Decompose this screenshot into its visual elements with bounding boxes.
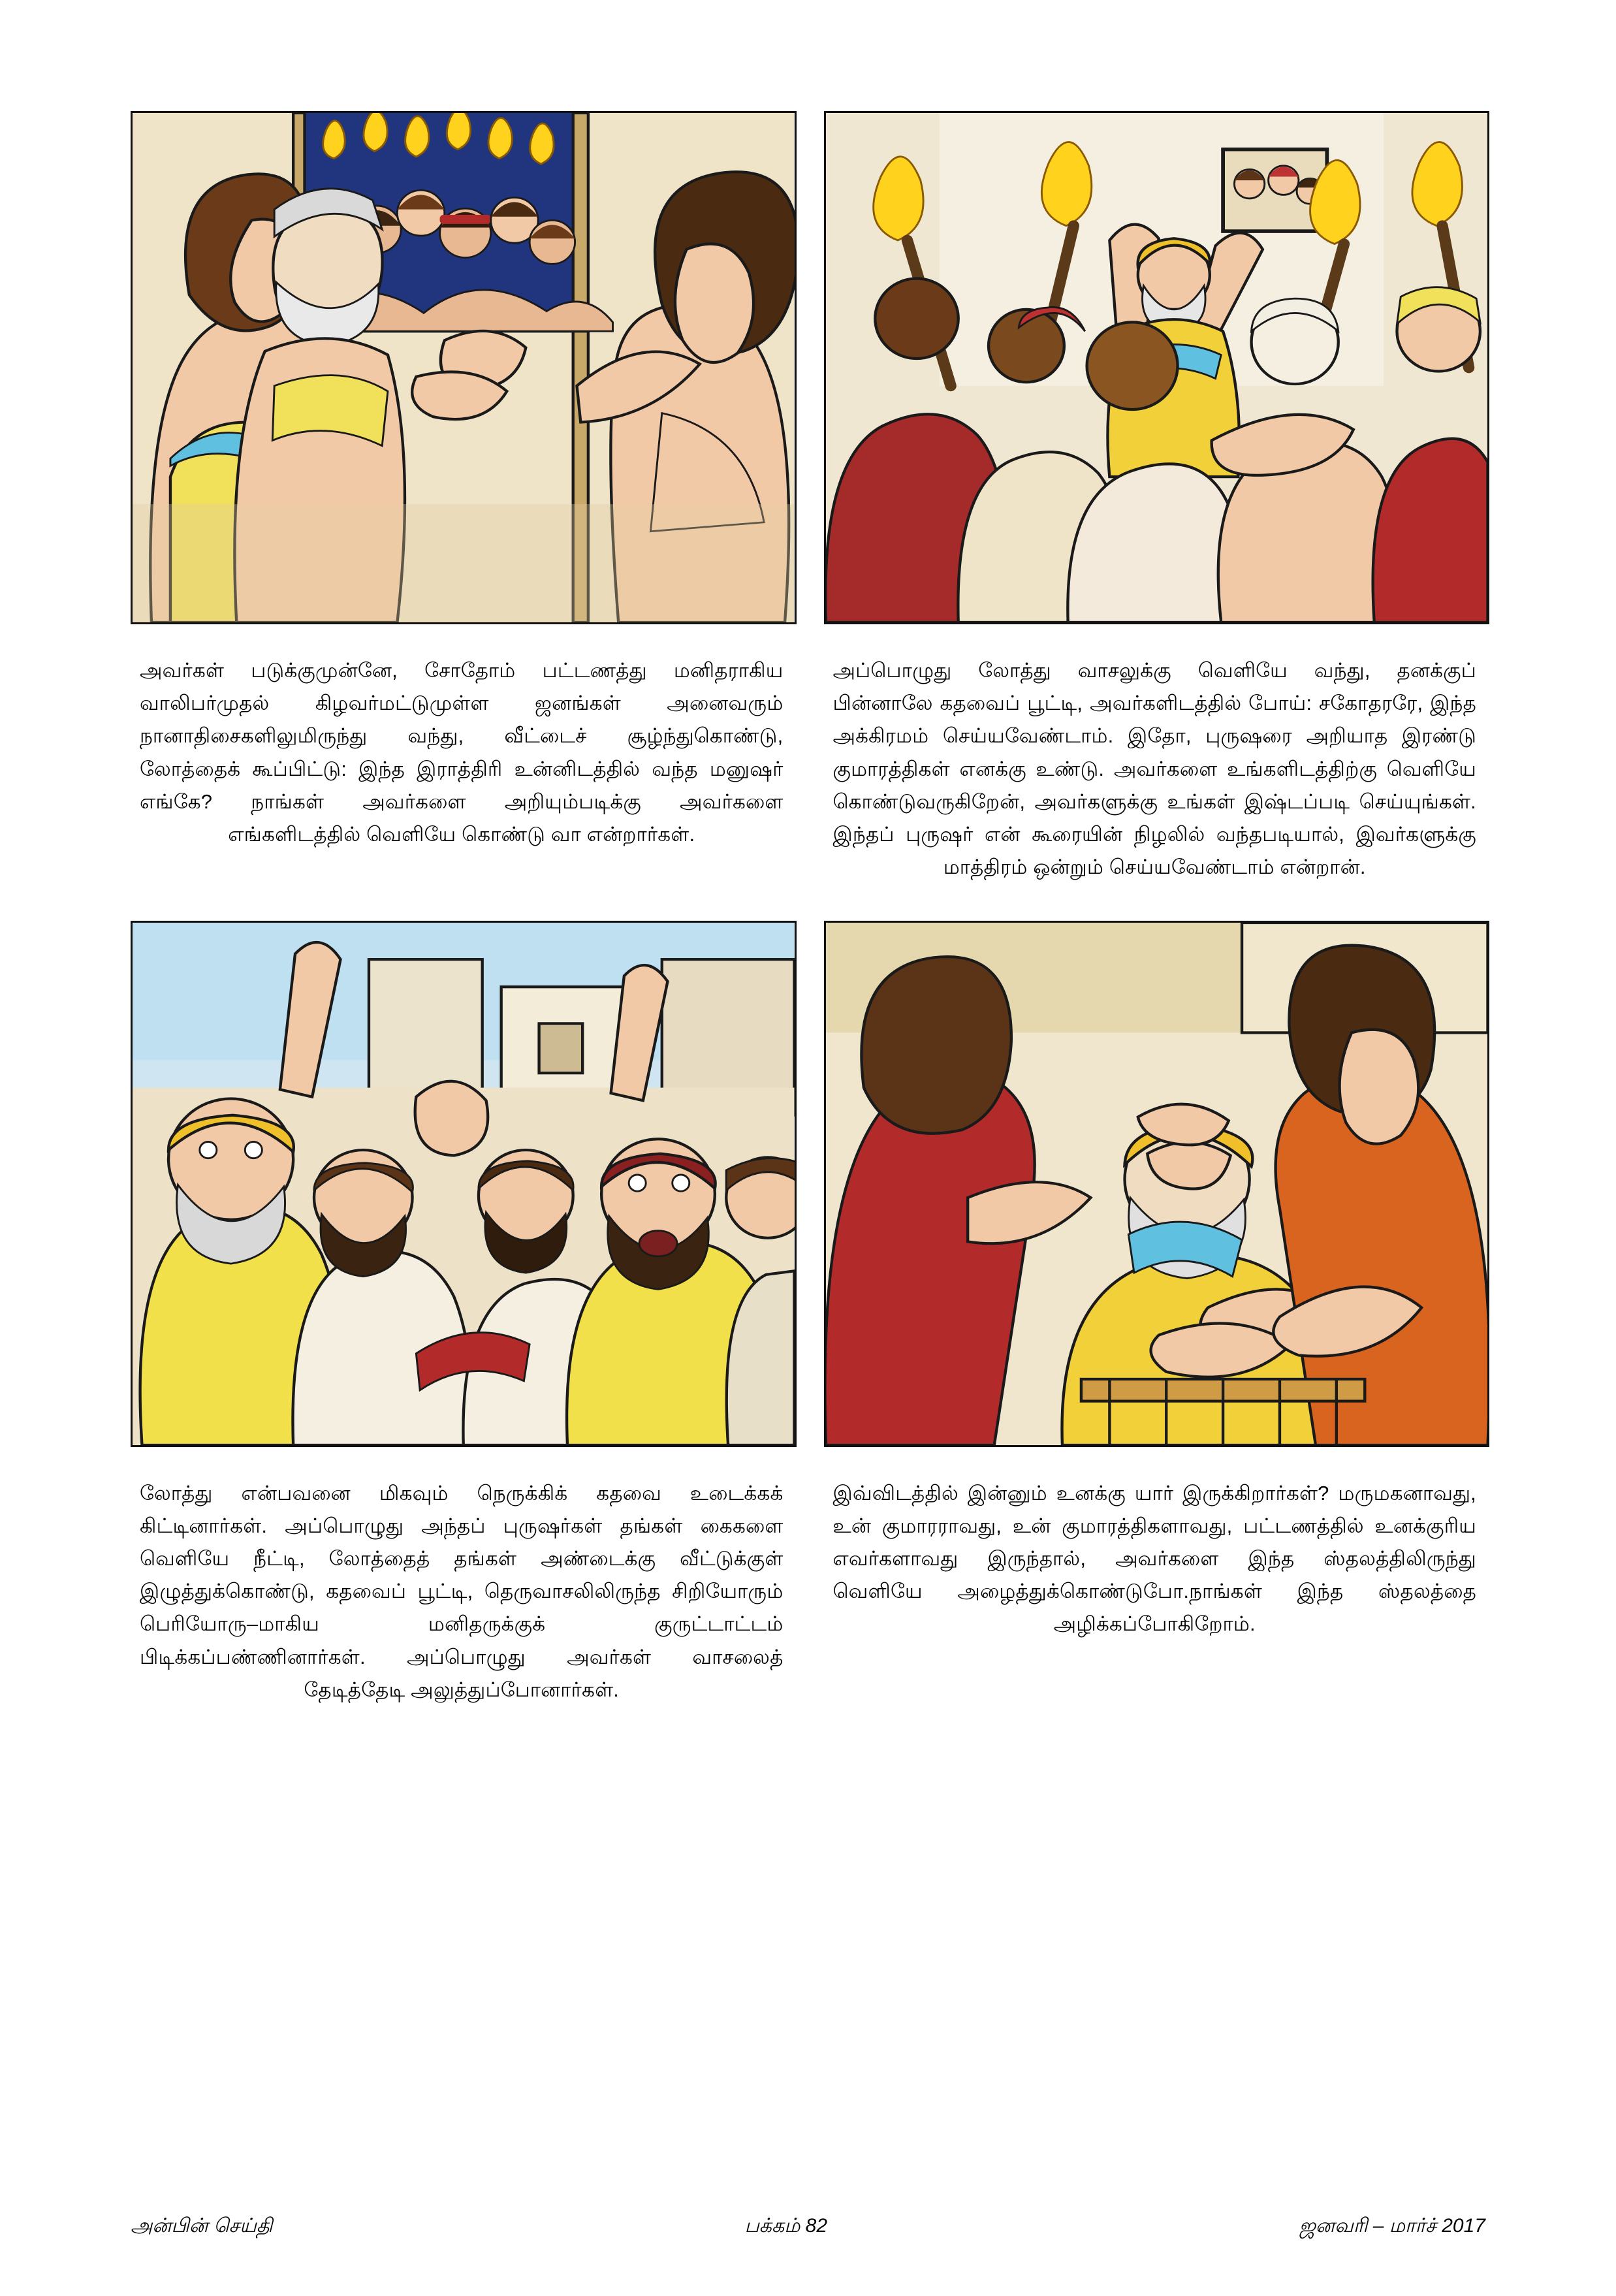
panel-row-2 [131, 921, 1485, 1707]
panel-4-caption: இவ்விடத்தில் இன்னும் உனக்கு யார் இருக்கிறார்கள்? மருமகனாவது, உன் குமாரராவது, உன் குமாரத்திகளாவது, பட்டணத்தில் உனக்குரிய எவர்களாவது இருந்தால், அவர்களை இந்த ஸ்தலத்திலிருந்து வெளியே அழைத்துக்கொண்டுபோ.நாங்கள் இந்த ஸ்தலத்தை அழிக்கப்போகிறோம். [832, 1481, 1476, 1636]
page-footer [131, 2215, 1485, 2240]
panel-4-art [826, 923, 1488, 1445]
panel-3-art [133, 923, 795, 1445]
footer-issue-date: ஜனவரி – மார்ச் 2017 [1299, 2215, 1485, 2237]
panel-2-art [826, 113, 1488, 622]
panel-row-1 [131, 111, 1485, 884]
row-spacer [131, 884, 1485, 921]
illustration-lot-speaking-to-crowd [824, 111, 1490, 624]
panel-3 [131, 921, 793, 1707]
footer-page-number: பக்கம் 82 [744, 2215, 828, 2237]
panel-2 [824, 111, 1486, 884]
panel-1 [131, 111, 793, 884]
footer-publication-title: அன்பின் செய்தி [131, 2215, 273, 2237]
panel-3-caption: லோத்து என்பவனை மிகவும் நெருக்கிக் கதவை உடைக்கக் கிட்டினார்கள். அப்பொழுது அந்தப் புருஷர்கள் தங்கள் கைகளை வெளியே நீட்டி, லோத்தைத் தங்கள் அண்டைக்கு வீட்டுக்குள் இழுத்துக்கொண்டு, கதவைப் பூட்டி, தெருவாசலிலிருந்த சிறியோரும் பெரியோரு–மாகிய மனிதருக்குக் குருட்டாட்டம் பிடிக்கப்பண்ணினார்கள். அப்பொழுது அவர்கள் வாசலைத் தேடித்தேடி அலுத்துப்போனார்கள். [140, 1481, 784, 1701]
illustration-angels-warning-lot [824, 921, 1490, 1447]
panel-4 [824, 921, 1486, 1707]
panel-1-caption: அவர்கள் படுக்குமுன்னே, சோதோம் பட்டணத்து மனிதராகிய வாலிபர்முதல் கிழவர்மட்டுமுள்ள ஜனங்கள் அனைவரும் நானாதிசைகளிலுமிருந்து வந்து, வீட்டைச் சூழ்ந்துகொண்டு, லோத்தைக் கூப்பிட்டு: இந்த இராத்திரி உன்னிடத்தில் வந்த மனுஷர் எங்கே? நாங்கள் அவர்களை அறியும்படிக்கு அவர்களை எங்களிடத்தில் வெளியே கொண்டு வா என்றார்கள். [140, 659, 784, 846]
illustration-blinded-men-groping [131, 921, 797, 1447]
illustration-men-of-sodom-at-lots-door [131, 111, 797, 624]
panel-2-caption: அப்பொழுது லோத்து வாசலுக்கு வெளியே வந்து, தனக்குப் பின்னாலே கதவைப் பூட்டி, அவர்களிடத்தில் போய்: சகோதரரே, இந்த அக்கிரமம் செய்யவேண்டாம். இதோ, புருஷரை அறியாத இரண்டு குமாரத்திகள் எனக்கு உண்டு. அவர்களை உங்களிடத்திற்கு வெளியே கொண்டுவருகிறேன், அவர்களுக்கு உங்கள் இஷ்டப்படி செய்யுங்கள். இந்தப் புருஷர் என் கூரையின் நிழலில் வந்தபடியால், இவர்களுக்கு மாத்திரம் ஒன்றும் செய்யவேண்டாம் என்றான். [832, 659, 1476, 879]
panel-1-art [133, 113, 795, 622]
